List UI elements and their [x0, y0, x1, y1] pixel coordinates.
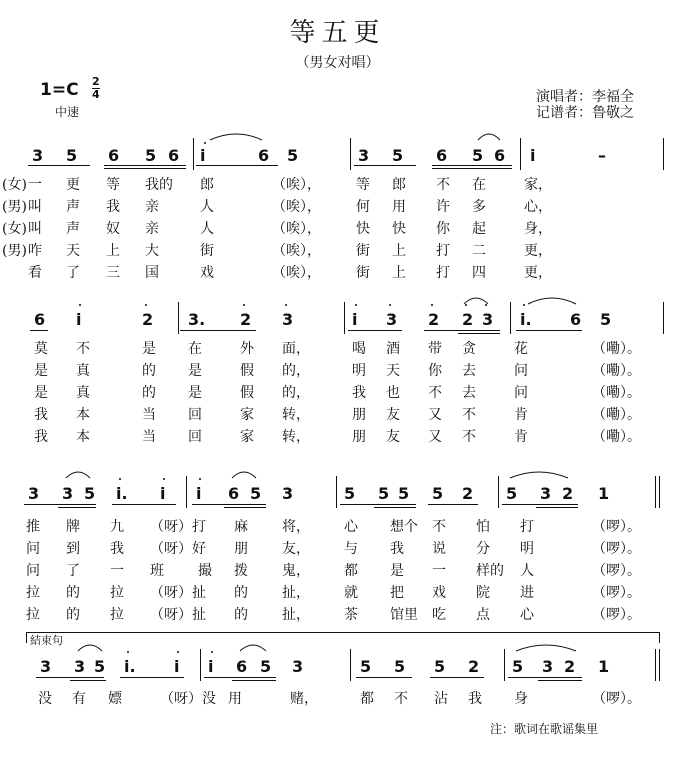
lyric-word: （唉），	[272, 199, 321, 215]
lyric-word: 四	[472, 265, 486, 281]
jianpu-note: i	[530, 146, 536, 165]
lyric-word: 点	[476, 607, 490, 623]
lyric-word: （嘞）。	[592, 363, 641, 379]
lyric-word: 肯	[514, 429, 528, 445]
jianpu-note: 2	[142, 310, 154, 329]
lyric-word: （嘞）。	[592, 407, 641, 423]
time-signature-top: 2	[92, 75, 100, 88]
jianpu-note: 5	[434, 657, 446, 676]
slur	[528, 298, 576, 304]
lyric-word: 等	[356, 177, 370, 193]
lyric-word: 友	[386, 407, 400, 423]
lyric-word: 上	[392, 243, 406, 259]
lyric-word: 带	[428, 341, 442, 357]
lyric-word: 何	[356, 199, 370, 215]
lyric-word: 麻	[234, 519, 248, 535]
lyric-word: 国	[145, 265, 159, 281]
lyric-word: 人	[200, 221, 214, 237]
jianpu-note: i.	[116, 484, 128, 503]
lyric-word: 天	[386, 363, 400, 379]
lyric-word: （嘞）。	[592, 429, 641, 445]
lyric-word: （呀）打	[150, 519, 206, 535]
lyric-word: （唉），	[272, 177, 321, 193]
lyric-word: 郎	[392, 177, 406, 193]
jianpu-note: 6	[570, 310, 582, 329]
lyric-word: 打	[436, 243, 450, 259]
lyric-word: 我	[106, 199, 120, 215]
lyric-word: 扯，	[282, 585, 310, 601]
lyric-word: 声	[66, 221, 80, 237]
lyric-word: （啰）。	[592, 563, 641, 579]
jianpu-note: 5	[84, 484, 96, 503]
lyric-word: 街	[200, 243, 214, 259]
lyric-word: 又	[428, 429, 442, 445]
jianpu-note: i	[174, 657, 180, 676]
jianpu-note: 6	[494, 146, 506, 165]
lyric-word: （啰）。	[592, 519, 641, 535]
lyric-word: 了	[66, 265, 80, 281]
lyric-word: 朋	[234, 541, 248, 557]
lyric-word: 身，	[524, 221, 552, 237]
lyric-word: 的，	[282, 385, 310, 401]
jianpu-note: 2	[240, 310, 252, 329]
lyric-word: 没	[38, 691, 52, 707]
lyric-word: 问	[514, 363, 528, 379]
lyric-word: 叫	[28, 221, 42, 237]
lyric-word: （唉），	[272, 265, 321, 281]
lyric-word: 转，	[282, 407, 310, 423]
lyric-word: 咋	[28, 243, 42, 259]
lyric-word: 转，	[282, 429, 310, 445]
lyric-word: 二	[472, 243, 486, 259]
singer-role: (男)	[2, 199, 27, 215]
jianpu-note: 3	[540, 484, 552, 503]
lyric-word: 的	[234, 585, 248, 601]
lyric-word: 花	[514, 341, 528, 357]
jianpu-note: 5	[145, 146, 157, 165]
lyric-word: 分	[476, 541, 490, 557]
jianpu-note: 3	[358, 146, 370, 165]
lyric-word: （呀）没	[160, 691, 216, 707]
lyric-word: 亲	[145, 221, 159, 237]
lyric-word: 都	[360, 691, 374, 707]
jianpu-note: 5	[66, 146, 78, 165]
jianpu-note: 6	[108, 146, 120, 165]
lyric-word: 本	[76, 407, 90, 423]
lyric-word: 我	[110, 541, 124, 557]
lyric-word: （呀）好	[150, 541, 206, 557]
lyric-word: 有	[72, 691, 86, 707]
singer-credit: 演唱者：李福全	[536, 89, 634, 105]
lyric-word: （啰）。	[592, 607, 641, 623]
jianpu-note: 5	[432, 484, 444, 503]
lyric-word: 进	[520, 585, 534, 601]
lyric-word: （唉），	[272, 243, 321, 259]
lyric-word: 朋	[352, 429, 366, 445]
lyric-word: 心，	[524, 199, 552, 215]
jianpu-note: 5	[392, 146, 404, 165]
lyric-word: 回	[188, 407, 202, 423]
jianpu-note: 5	[394, 657, 406, 676]
singer-role: (女)	[2, 177, 27, 193]
lyric-word: 明	[352, 363, 366, 379]
lyric-word: 问	[26, 563, 40, 579]
lyric-word: 叫	[28, 199, 42, 215]
lyric-word: 更，	[524, 265, 552, 281]
slur	[240, 645, 266, 651]
song-title: 等五更	[289, 18, 386, 48]
lyric-word: 真	[76, 363, 90, 379]
lyric-word: 馆里	[390, 607, 418, 623]
lyric-word: 三	[106, 265, 120, 281]
lyric-word: 在	[188, 341, 202, 357]
lyric-word: 拨	[234, 563, 248, 579]
lyric-word: 的	[142, 385, 156, 401]
jianpu-note: 5	[600, 310, 612, 329]
lyric-word: 上	[106, 243, 120, 259]
lyric-word: 打	[436, 265, 450, 281]
jianpu-note: 5	[94, 657, 106, 676]
lyric-word: 人	[200, 199, 214, 215]
lyric-word: 快	[392, 221, 406, 237]
lyric-word: 将，	[282, 519, 310, 535]
notator-credit: 记谱者：鲁敬之	[536, 105, 634, 121]
lyric-word: 怕	[476, 519, 490, 535]
slur	[66, 472, 90, 478]
lyric-word: 不	[462, 429, 476, 445]
lyric-word: 九	[110, 519, 124, 535]
jianpu-note: i	[352, 310, 358, 329]
lyric-word: 就	[344, 585, 358, 601]
lyric-word: 不	[432, 519, 446, 535]
lyric-word: 街	[356, 243, 370, 259]
jianpu-note: 3	[32, 146, 44, 165]
jianpu-note: 6	[258, 146, 270, 165]
lyric-word: 班	[150, 563, 164, 579]
jianpu-note: 3	[542, 657, 554, 676]
jianpu-note: i.	[124, 657, 136, 676]
lyric-word: 院	[476, 585, 490, 601]
lyric-word: 鬼，	[282, 563, 310, 579]
lyric-word: 撮	[198, 563, 212, 579]
jianpu-note: 2	[428, 310, 440, 329]
jianpu-note: 3	[74, 657, 86, 676]
lyric-word: （啰）。	[592, 691, 641, 707]
lyric-word: 你	[428, 363, 442, 379]
jianpu-note: 3	[386, 310, 398, 329]
lyric-word: 我	[352, 385, 366, 401]
lyric-word: 与	[344, 541, 358, 557]
jianpu-note: 5	[287, 146, 299, 165]
lyric-word: （啰）。	[592, 585, 641, 601]
lyric-word: 不	[462, 407, 476, 423]
lyric-word: （嘞）。	[592, 385, 641, 401]
key-signature: 1=C	[40, 80, 79, 100]
jianpu-note: 3	[28, 484, 40, 503]
lyric-word: 用	[228, 691, 242, 707]
lyric-word: 去	[462, 385, 476, 401]
lyric-word: 声	[66, 199, 80, 215]
lyric-word: 赌，	[290, 691, 318, 707]
lyric-word: 起	[472, 221, 486, 237]
lyric-word: 家，	[524, 177, 552, 193]
lyric-word: 不	[394, 691, 408, 707]
lyric-word: 心	[344, 519, 358, 535]
lyric-word: 家	[240, 429, 254, 445]
jianpu-note: 1	[598, 657, 610, 676]
lyric-word: 人	[520, 563, 534, 579]
lyric-word: 的	[66, 585, 80, 601]
lyric-word: 喝	[352, 341, 366, 357]
lyric-word: 看	[28, 265, 42, 281]
lyric-word: 说	[432, 541, 446, 557]
jianpu-note: i	[200, 146, 206, 165]
lyric-word: 的，	[282, 363, 310, 379]
slur	[478, 134, 500, 140]
lyric-word: 我	[34, 429, 48, 445]
lyric-word: 想个	[390, 519, 418, 535]
lyric-word: 假	[240, 385, 254, 401]
lyric-word: 一	[110, 563, 124, 579]
lyric-word: 本	[76, 429, 90, 445]
lyric-word: 问	[26, 541, 40, 557]
lyric-word: （呀）扯	[150, 585, 206, 601]
lyric-word: 心	[520, 607, 534, 623]
time-signature-bottom: 4	[92, 88, 100, 101]
jianpu-note: i.	[520, 310, 532, 329]
lyric-word: 牌	[66, 519, 80, 535]
lyric-word: 嫖	[108, 691, 122, 707]
lyric-word: 家	[240, 407, 254, 423]
jianpu-note: 6	[236, 657, 248, 676]
lyric-word: 当	[142, 429, 156, 445]
lyric-word: （唉），	[272, 221, 321, 237]
lyric-word: 戏	[200, 265, 214, 281]
slur	[464, 298, 488, 304]
jianpu-note: 3	[282, 484, 294, 503]
lyric-word: 多	[472, 199, 486, 215]
lyric-word: 的	[142, 363, 156, 379]
lyric-word: 都	[344, 563, 358, 579]
lyric-word: （啰）。	[592, 541, 641, 557]
lyric-word: 问	[514, 385, 528, 401]
lyric-word: 样的	[476, 563, 504, 579]
jianpu-note: 2	[564, 657, 576, 676]
lyric-word: 一	[28, 177, 42, 193]
lyric-word: 朋	[352, 407, 366, 423]
lyric-word: 我	[390, 541, 404, 557]
lyric-word: 身	[514, 691, 528, 707]
lyric-word: 也	[386, 385, 400, 401]
jianpu-note: 3	[40, 657, 52, 676]
jianpu-note: i	[196, 484, 202, 503]
lyric-word: 一	[432, 563, 446, 579]
lyric-word: 到	[66, 541, 80, 557]
singer-role: (女)	[2, 221, 27, 237]
jianpu-note: 3	[62, 484, 74, 503]
lyric-word: 更	[66, 177, 80, 193]
lyric-word: 郎	[200, 177, 214, 193]
lyric-word: 是	[34, 363, 48, 379]
jianpu-note: 6	[228, 484, 240, 503]
slur	[78, 645, 102, 651]
lyric-word: 等	[106, 177, 120, 193]
lyric-word: 拉	[110, 607, 124, 623]
lyric-word: 不	[428, 385, 442, 401]
lyric-word: 拉	[26, 607, 40, 623]
lyric-word: 在	[472, 177, 486, 193]
jianpu-note: 5	[344, 484, 356, 503]
lyric-word: 明	[520, 541, 534, 557]
footnote: 注：歌词在歌谣集里	[490, 722, 599, 736]
lyric-word: 打	[520, 519, 534, 535]
lyric-word: 是	[188, 385, 202, 401]
lyric-word: （呀）扯	[150, 607, 206, 623]
jianpu-note: 5	[378, 484, 390, 503]
jianpu-note: i	[76, 310, 82, 329]
lyric-word: 回	[188, 429, 202, 445]
lyric-word: 去	[462, 363, 476, 379]
slur	[516, 645, 576, 651]
lyric-word: 外	[240, 341, 254, 357]
lyric-word: 酒	[386, 341, 400, 357]
jianpu-note: 5	[398, 484, 410, 503]
lyric-word: 我	[468, 691, 482, 707]
jianpu-note: 6	[34, 310, 46, 329]
ending-label: 結束句	[30, 634, 63, 647]
lyric-word: 大	[145, 243, 159, 259]
lyric-word: 推	[26, 519, 40, 535]
lyric-word: （嘞）。	[592, 341, 641, 357]
lyric-word: 是	[390, 563, 404, 579]
lyric-word: 用	[392, 199, 406, 215]
jianpu-note: i	[160, 484, 166, 503]
song-subtitle: （男女对唱）	[295, 55, 380, 71]
jianpu-note: 3.	[188, 310, 206, 329]
jianpu-note: 6	[168, 146, 180, 165]
jianpu-note: 1	[598, 484, 610, 503]
jianpu-note: 3	[282, 310, 294, 329]
lyric-word: 是	[34, 385, 48, 401]
slur	[232, 472, 256, 478]
jianpu-note: 2	[462, 484, 474, 503]
jianpu-note: i	[208, 657, 214, 676]
slur	[210, 134, 262, 140]
lyric-word: 沾	[434, 691, 448, 707]
lyric-word: 茶	[344, 607, 358, 623]
lyric-word: 又	[428, 407, 442, 423]
jianpu-note: 2	[562, 484, 574, 503]
lyric-word: 亲	[145, 199, 159, 215]
singer-role: (男)	[2, 243, 27, 259]
lyric-word: 当	[142, 407, 156, 423]
lyric-word: 是	[188, 363, 202, 379]
lyric-word: 真	[76, 385, 90, 401]
lyric-word: 了	[66, 563, 80, 579]
lyric-word: 上	[392, 265, 406, 281]
lyric-word: 天	[66, 243, 80, 259]
lyric-word: 拉	[26, 585, 40, 601]
jianpu-note: 2	[462, 310, 474, 329]
lyric-word: 更，	[524, 243, 552, 259]
lyric-word: 快	[356, 221, 370, 237]
lyric-word: 扯，	[282, 607, 310, 623]
lyric-word: 的	[66, 607, 80, 623]
lyric-word: 贪	[462, 341, 476, 357]
lyric-word: 假	[240, 363, 254, 379]
lyric-word: 的	[234, 607, 248, 623]
jianpu-note: 5	[250, 484, 262, 503]
lyric-word: 不	[76, 341, 90, 357]
lyric-word: 友	[386, 429, 400, 445]
jianpu-note: 5	[506, 484, 518, 503]
lyric-word: 莫	[34, 341, 48, 357]
lyric-word: 吃	[432, 607, 446, 623]
lyric-word: 奴	[106, 221, 120, 237]
jianpu-note: 6	[436, 146, 448, 165]
lyric-word: 我的	[145, 177, 173, 193]
lyric-word: 不	[436, 177, 450, 193]
jianpu-note: 5	[512, 657, 524, 676]
lyric-word: 许	[436, 199, 450, 215]
lyric-word: 肯	[514, 407, 528, 423]
lyric-word: 面，	[282, 341, 310, 357]
lyric-word: 是	[142, 341, 156, 357]
jianpu-note: 5	[360, 657, 372, 676]
lyric-word: 把	[390, 585, 404, 601]
lyric-word: 戏	[432, 585, 446, 601]
lyric-word: 你	[436, 221, 450, 237]
lyric-word: 友，	[282, 541, 310, 557]
slur	[510, 472, 568, 478]
jianpu-note: 2	[468, 657, 480, 676]
tempo-marking: 中速	[55, 105, 80, 119]
jianpu-note: 5	[260, 657, 272, 676]
jianpu-note: 3	[292, 657, 304, 676]
lyric-word: 拉	[110, 585, 124, 601]
jianpu-note: 3	[482, 310, 494, 329]
lyric-word: 街	[356, 265, 370, 281]
jianpu-note: –	[598, 146, 606, 165]
lyric-word: 我	[34, 407, 48, 423]
jianpu-note: 5	[472, 146, 484, 165]
